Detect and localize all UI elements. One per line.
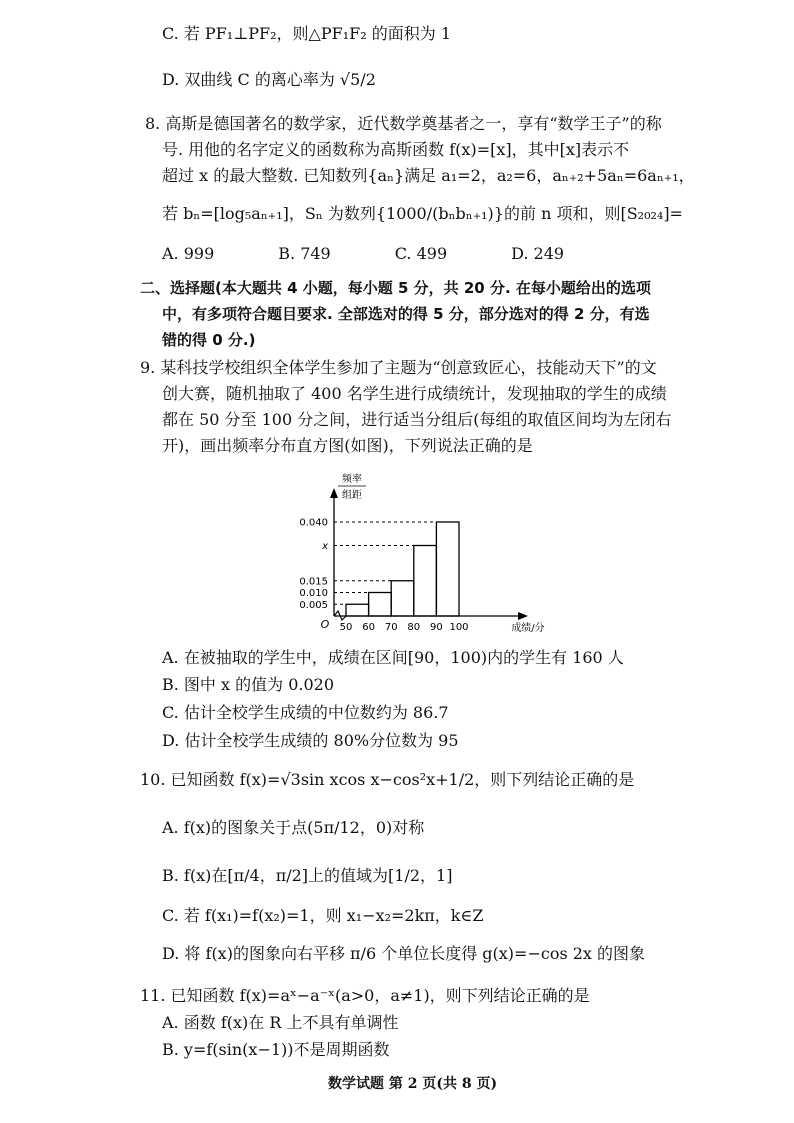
q10-stem: 10. 已知函数 f(x)=√3sin xcos x−cos²x+1/2，则下列结论正确的是	[140, 770, 635, 789]
y-tick-label: 0.040	[299, 517, 328, 529]
histogram-bar-90-100	[436, 522, 459, 616]
x-axis-arrow	[518, 612, 528, 620]
section2-heading-line2: 中，有多项符合题目要求. 全部选对的得 5 分，部分选对的得 2 分，有选	[162, 305, 650, 323]
y-axis-title-denominator: 组距	[342, 490, 362, 501]
y-tick-label: 0.005	[299, 599, 328, 611]
x-tick-label: 100	[449, 622, 469, 633]
q10-option-a: A. f(x)的图象关于点(5π/12，0)对称	[162, 818, 425, 837]
histogram-bar-80-90	[414, 546, 437, 617]
y-axis-arrow	[330, 488, 338, 498]
q9-line1: 9. 某科技学校组织全体学生参加了主题为“创意致匠心，技能动天下”的文	[140, 358, 657, 377]
q8-line3: 超过 x 的最大整数. 已知数列{aₙ}满足 a₁=2，a₂=6，aₙ₊₂+5aₙ=6aₙ₊₁，	[162, 166, 695, 185]
q11-stem: 11. 已知函数 f(x)=aˣ−a⁻ˣ(a>0，a≠1)，则下列结论正确的是	[140, 986, 590, 1005]
q9-option-d: D. 估计全校学生成绩的 80%分位数为 95	[162, 731, 459, 750]
q7-option-d: D. 双曲线 C 的离心率为 √5/2	[162, 70, 376, 89]
histogram-bar-70-80	[391, 581, 414, 616]
x-tick-label: 70	[384, 622, 398, 633]
q9-option-c: C. 估计全校学生成绩的中位数约为 86.7	[162, 703, 449, 722]
q9-line4: 开)，画出频率分布直方图(如图)，下列说法正确的是	[162, 436, 533, 455]
x-axis-title: 成绩/分	[511, 623, 545, 634]
q10-option-b: B. f(x)在[π/4，π/2]上的值域为[1/2，1]	[162, 866, 453, 885]
histogram-bar-60-70	[369, 593, 392, 617]
section2-heading-line3: 错的得 0 分.)	[162, 331, 256, 349]
x-tick-label: 50	[339, 622, 353, 633]
x-tick-label: 90	[430, 622, 443, 633]
q10-option-d: D. 将 f(x)的图象向右平移 π/6 个单位长度得 g(x)=−cos 2x 的图象	[162, 944, 646, 963]
q8-line2: 号. 用他的名字定义的函数称为高斯函数 f(x)=[x]，其中[x]表示不	[162, 140, 630, 159]
section2-heading-line1: 二、选择题(本大题共 4 小题，每小题 5 分，共 20 分. 在每小题给出的选项	[140, 279, 651, 297]
q9-line2: 创大赛，随机抽取了 400 名学生进行成绩统计，发现抽取的学生的成绩	[162, 384, 667, 403]
origin-label: O	[320, 618, 330, 631]
q11-option-a: A. 函数 f(x)在 R 上不具有单调性	[162, 1013, 399, 1032]
page-footer: 数学试题 第 2 页(共 8 页)	[328, 1076, 498, 1092]
q8-options: A. 999 B. 749 C. 499 D. 249	[162, 244, 565, 263]
y-tick-label: 0.015	[299, 576, 328, 588]
x-tick-label: 80	[407, 622, 421, 633]
q8-line4: 若 bₙ=[log₅aₙ₊₁]，Sₙ 为数列{1000/(bₙbₙ₊₁)}的前 n 项和，则[S₂₀₂₄]=	[162, 204, 683, 223]
q9-option-a: A. 在被抽取的学生中，成绩在区间[90，100)内的学生有 160 人	[162, 648, 624, 667]
q8-line1: 8. 高斯是德国著名的数学家，近代数学奠基者之一，享有“数学王子”的称	[145, 114, 662, 133]
q10-option-c: C. 若 f(x₁)=f(x₂)=1，则 x₁−x₂=2kπ，k∈Z	[162, 906, 484, 925]
q11-option-b: B. y=f(sin(x−1))不是周期函数	[162, 1040, 390, 1059]
y-tick-label-x: x	[322, 541, 328, 552]
x-tick-label: 60	[362, 622, 375, 633]
q9-option-b: B. 图中 x 的值为 0.020	[162, 675, 335, 694]
y-tick-label: 0.010	[299, 588, 328, 599]
y-axis-title-numerator: 频率	[342, 474, 362, 485]
q7-option-c: C. 若 PF₁⊥PF₂，则△PF₁F₂ 的面积为 1	[162, 24, 451, 43]
q9-line3: 都在 50 分至 100 分之间，进行适当分组后(每组的取值区间均为左闭右	[162, 410, 672, 429]
histogram-bar-50-60	[346, 604, 369, 616]
